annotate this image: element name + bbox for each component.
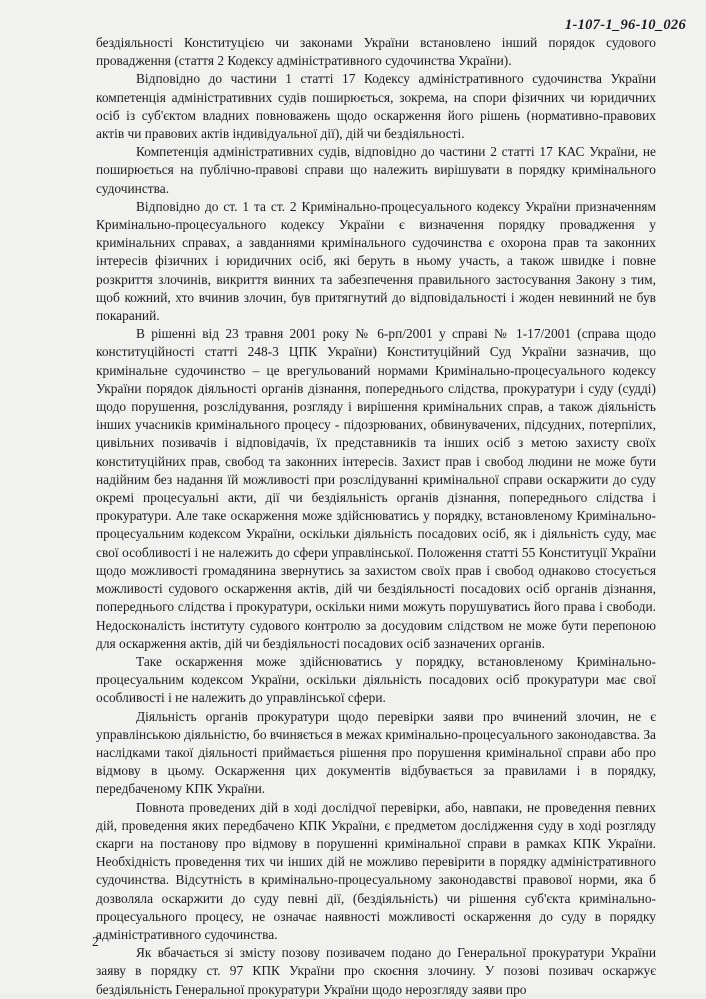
paragraph-1: бездіяльності Конституцією чи законами України встановлено інший порядок судового провадження (стаття 2 Кодексу адміністративного судочинства України).: [96, 35, 656, 69]
paragraph-3: Компетенція адміністративних судів, відповідно до частини 2 статті 17 КАС України, не поширюється на публічно-правові справи що належить вирішувати в порядку кримінального судочинства.: [96, 144, 656, 196]
page-number: 2: [92, 934, 99, 949]
paragraph-9: Як вбачається зі змісту позову позивачем подано до Генеральної прокуратури України заяву в порядку ст. 97 КПК України про скоєння злочину. У позові позивач оскаржує бездіяльність Генеральної прокуратури України щодо нерозгляду заяви про: [96, 945, 656, 997]
document-id: 1-107-1_96-10_026: [564, 17, 686, 33]
paragraph-6: Таке оскарження може здійснюватись у порядку, встановленому Кримінально-процесуальним кодексом України, оскільки діяльність посадових осіб прокуратури має свої особливості і не належить до управлінської сфери.: [96, 653, 656, 706]
paragraph-7: Діяльність органів прокуратури щодо перевірки заяви про вчинений злочин, не є управлінською діяльністю, бо вчиняється в межах кримінально-процесуального законодавства. За наслідками такої діяльності приймається рішення про порушення кримінальної справи або про відмову в цьому. Оскарження цих документів відбувається за правилами і в порядку, передбаченому КПК України.: [96, 708, 656, 797]
paragraph-2: Відповідно до частини 1 статті 17 Кодексу адміністративного судочинства України компетенція адміністративних судів поширюється, зокрема, на спори фізичних чи юридичних осіб із суб'єктом владних повноважень щодо оскарження його рішень (нормативно-правових актів чи правових актів індивідуальної дії), дій чи бездіяльності.: [96, 71, 656, 142]
paragraph-4: Відповідно до ст. 1 та ст. 2 Кримінально-процесуального кодексу України призначенням Кримінально-процесуального кодексу України є визначення порядку провадження у кримінальних справах, а завданнями кримінального судочинства є охорона прав та законних інтересів фізичних і юридичних осіб, які беруть в ньому участь, а також швидке і повне розкриття злочинів, викриття винних та забезпечення правильного застосування Закону з тим, щоб кожний, хто вчинив злочин, був притягнутий до відповідальності і жоден невинний не був покараний.: [96, 198, 656, 324]
paragraph-8: Повнота проведених дій в ході дослідчої перевірки, або, навпаки, не проведення певних дій, проведення яких передбачено КПК України, є предметом дослідження суду в ході розгляду скарги на постанову про відмову в порушенні кримінальної справи в рамках КПК України. Необхідність проведення тих чи інших дій не можливо перевірити в порядку адміністративного судочинства. Відсутність в кримінально-процесуальному законодавстві правової норми, яка б дозволяла оскаржити до суду певні дії, (бездіяльність) чи рішення суб'єкта кримінально-процесуального процесу, не означає наявності можливості оскарження до суду в порядку адміністративного судочинства.: [96, 799, 656, 942]
paragraph-5: В рішенні від 23 травня 2001 року № 6-рп/2001 у справі № 1-17/2001 (справа щодо конституційності статті 248-3 ЦПК України) Конституційний Суд України зазначив, що кримінальне судочинство – це врегульований нормами Кримінально-процесуального кодексу України порядок діяльності органів дізнання, попереднього слідства, прокуратури і суду (судді) щодо порушення, розслідування, розгляду і вирішення кримінальних справ, а також діяльність інших учасників кримінального процесу - підозрюваних, обвинувачених, підсудних, потерпілих, цивільних позивачів і відповідачів, їх представників та інших осіб з метою захисту своїх конституційних прав, свобод та законних інтересів. Захист прав і свобод людини не може бути надійним без надання їй можливості при розслідуванні кримінальної справи оскаржити до суду окремі процесуальні акти, дії чи бездіяльність органів дізнання, попереднього слідства і прокуратури. Але таке оскарження може здійснюватись у порядку, встановленому Кримінально-процесуальним кодексом України, оскільки діяльність посадових осіб, як і діяльність суду, має свої особливості і не належить до сфери управлінської. Положення статті 55 Конституції України щодо можливості громадянина звернутись за захистом своїх прав і свобод однаково стосується можливості судового оскарження актів, дій чи бездіяльності посадових осіб органів дізнання, попереднього слідства і прокуратури, оскільки ними можуть порушуватись його права і свободи. Недосконалість інституту судового контролю за досудовим слідством не може бути перепоною для оскарження актів, дій чи бездіяльності посадових осіб зазначених органів.: [96, 326, 656, 651]
document-body: [96, 34, 656, 999]
